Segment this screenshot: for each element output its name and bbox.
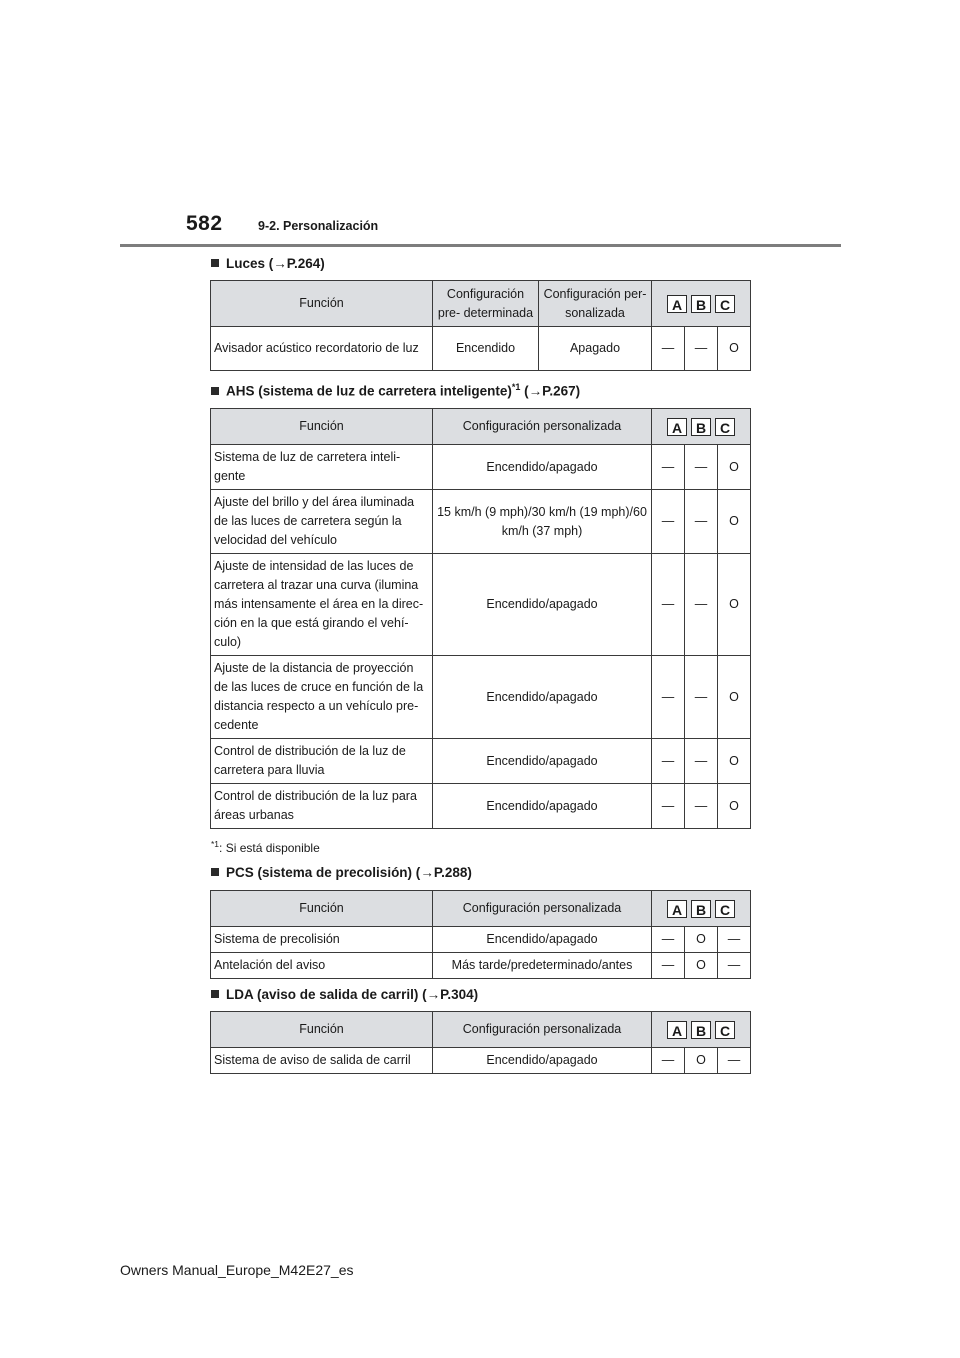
lda-table	[210, 1011, 751, 1074]
cell-a: —	[652, 656, 685, 739]
cell-b: —	[685, 554, 718, 656]
header-abc	[652, 409, 751, 445]
section-header: 9-2. Personalización	[258, 219, 379, 233]
arrow-icon: →	[426, 987, 441, 1002]
header-custom: Configuración personalizada	[433, 1012, 652, 1048]
luces-heading	[211, 256, 325, 271]
cell-funcion: Control de distribución de la luz para áreas urbanas	[211, 784, 433, 829]
lda-heading-prefix: LDA (aviso de salida de carril) (	[226, 987, 427, 1002]
cell-a: —	[652, 490, 685, 554]
header-abc	[652, 281, 751, 327]
cell-b: O	[685, 1048, 718, 1074]
arrow-icon: →	[420, 865, 434, 880]
pcs-table	[210, 890, 751, 979]
cell-c: O	[718, 739, 751, 784]
cell-custom: Encendido/apagado	[433, 445, 652, 490]
header-default: Configuración pre- determinada	[433, 281, 539, 327]
cell-c: —	[718, 953, 751, 979]
ahs-heading-prefix: AHS (sistema de luz de carretera inteligente)	[226, 383, 512, 399]
table-header-row	[211, 891, 751, 927]
cell-custom: Encendido/apagado	[433, 927, 652, 953]
cell-b: O	[685, 927, 718, 953]
label-c-icon: C	[715, 900, 735, 918]
cell-funcion: Sistema de precolisión	[211, 927, 433, 953]
cell-b: —	[685, 490, 718, 554]
header-abc	[652, 1012, 751, 1048]
ahs-heading-ref[interactable]: P.267)	[542, 383, 581, 399]
header-custom: Configuración personalizada	[433, 409, 652, 445]
table-row	[211, 927, 751, 953]
cell-a: —	[652, 445, 685, 490]
table-row	[211, 327, 751, 371]
cell-b: —	[685, 327, 718, 371]
cell-c: O	[718, 327, 751, 371]
ahs-heading-paren: (	[520, 383, 529, 399]
header-funcion: Función	[211, 891, 433, 927]
cell-custom: 15 km/h (9 mph)/30 km/h (19 mph)/60 km/h (37 mph)	[433, 490, 652, 554]
luces-heading-ref[interactable]: P.264)	[286, 256, 325, 271]
cell-a: —	[652, 784, 685, 829]
cell-funcion: Antelación del aviso	[211, 953, 433, 979]
cell-b: —	[685, 445, 718, 490]
cell-custom: Encendido/apagado	[433, 656, 652, 739]
cell-c: O	[718, 445, 751, 490]
pcs-heading-prefix: PCS (sistema de precolisión) (	[226, 865, 421, 880]
table-header-row	[211, 281, 751, 327]
label-c-icon: C	[715, 418, 735, 436]
label-a-icon: A	[667, 1021, 687, 1039]
cell-a: —	[652, 739, 685, 784]
cell-a: —	[652, 1048, 685, 1074]
table-header-row	[211, 409, 751, 445]
cell-c: —	[718, 1048, 751, 1074]
cell-custom: Encendido/apagado	[433, 554, 652, 656]
cell-custom: Encendido/apagado	[433, 784, 652, 829]
cell-funcion: Control de distribución de la luz de carretera para lluvia	[211, 739, 433, 784]
table-row	[211, 739, 751, 784]
cell-custom: Más tarde/predeterminado/antes	[433, 953, 652, 979]
label-c-icon: C	[715, 1021, 735, 1039]
lda-heading-ref[interactable]: P.304)	[440, 987, 479, 1002]
header-funcion: Función	[211, 281, 433, 327]
header-funcion: Función	[211, 409, 433, 445]
page-number: 582	[186, 212, 223, 235]
footnote-marker: *1	[211, 839, 220, 849]
lda-heading	[211, 987, 478, 1002]
cell-b: —	[685, 784, 718, 829]
cell-a: —	[652, 927, 685, 953]
label-a-icon: A	[667, 295, 687, 313]
square-bullet-icon	[211, 387, 219, 395]
arrow-icon: →	[528, 383, 543, 399]
table-row	[211, 490, 751, 554]
cell-a: —	[652, 554, 685, 656]
arrow-icon: →	[273, 256, 287, 271]
pcs-heading	[211, 865, 472, 880]
label-b-icon: B	[691, 418, 711, 436]
table-row	[211, 1048, 751, 1074]
footnote	[211, 839, 320, 855]
cell-a: —	[652, 327, 685, 371]
header-abc	[652, 891, 751, 927]
square-bullet-icon	[211, 990, 219, 998]
label-b-icon: B	[691, 900, 711, 918]
cell-b: —	[685, 656, 718, 739]
table-header-row	[211, 1012, 751, 1048]
luces-table	[210, 280, 751, 371]
cell-funcion: Avisador acústico recordatorio de luz	[211, 327, 433, 371]
cell-funcion: Ajuste de la distancia de proyección de las luces de cruce en función de la distancia respecto a un vehículo pre- cedente	[211, 656, 433, 739]
pcs-heading-ref[interactable]: P.288)	[433, 865, 472, 880]
footnote-marker: *1	[511, 382, 521, 392]
square-bullet-icon	[211, 868, 219, 876]
header-funcion: Función	[211, 1012, 433, 1048]
luces-heading-prefix: Luces (	[226, 256, 274, 271]
table-row	[211, 445, 751, 490]
cell-custom: Encendido/apagado	[433, 1048, 652, 1074]
header-custom: Configuración per- sonalizada	[539, 281, 652, 327]
cell-custom: Encendido/apagado	[433, 739, 652, 784]
ahs-table	[210, 408, 751, 829]
header-custom: Configuración personalizada	[433, 891, 652, 927]
label-a-icon: A	[667, 900, 687, 918]
label-b-icon: B	[691, 1021, 711, 1039]
cell-c: O	[718, 554, 751, 656]
square-bullet-icon	[211, 259, 219, 267]
table-row	[211, 784, 751, 829]
cell-c: O	[718, 784, 751, 829]
cell-custom: Apagado	[539, 327, 652, 371]
footnote-text: : Si está disponible	[219, 841, 320, 855]
cell-b: O	[685, 953, 718, 979]
label-b-icon: B	[691, 295, 711, 313]
cell-c: O	[718, 490, 751, 554]
cell-default: Encendido	[433, 327, 539, 371]
cell-funcion: Ajuste del brillo y del área iluminada de las luces de carretera según la velocidad del vehículo	[211, 490, 433, 554]
cell-c: —	[718, 927, 751, 953]
cell-c: O	[718, 656, 751, 739]
cell-funcion: Sistema de aviso de salida de carril	[211, 1048, 433, 1074]
cell-funcion: Ajuste de intensidad de las luces de carretera al trazar una curva (ilumina más intensamente el área en la direc- ción en la que está girando el vehí- culo)	[211, 554, 433, 656]
cell-funcion: Sistema de luz de carretera inteli- gente	[211, 445, 433, 490]
cell-b: —	[685, 739, 718, 784]
label-c-icon: C	[715, 295, 735, 313]
ahs-heading	[211, 382, 580, 399]
footer-text: Owners Manual_Europe_M42E27_es	[120, 1262, 354, 1278]
cell-a: —	[652, 953, 685, 979]
label-a-icon: A	[667, 418, 687, 436]
header-rule	[120, 244, 841, 247]
table-row	[211, 656, 751, 739]
table-row	[211, 554, 751, 656]
table-row	[211, 953, 751, 979]
